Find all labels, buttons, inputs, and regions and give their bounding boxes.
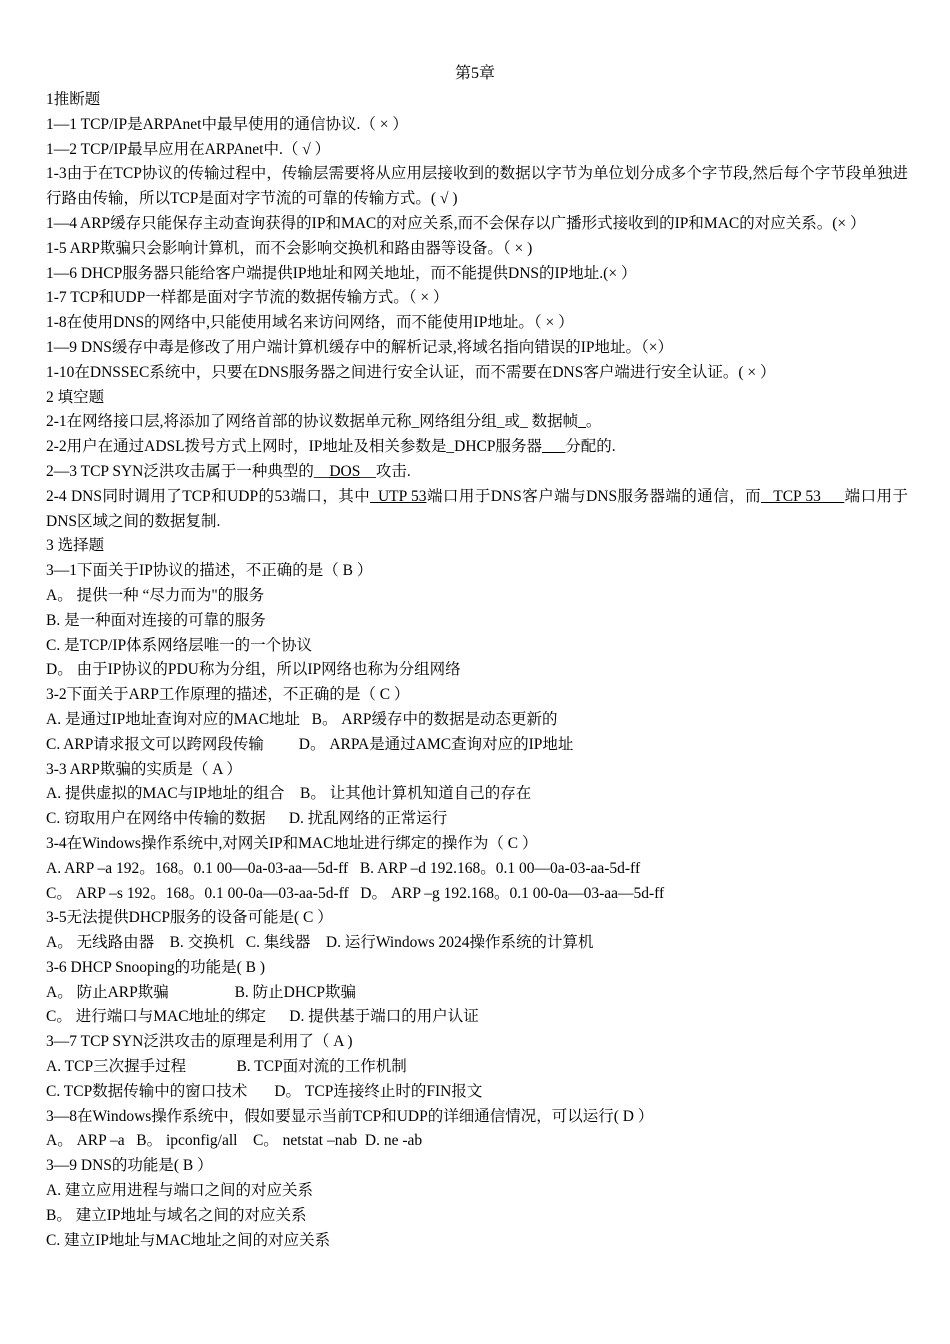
q2-3-blank-b: __	[360, 462, 376, 480]
q2-1-text: 2-1在网络接口层,将添加了网络首部的协议数据单元称_网络组分组_或_ 数据帧	[46, 413, 579, 431]
section-heading-multiple-choice: 3 选择题	[46, 537, 105, 555]
choice-line: 3-5无法提供DHCP服务的设备可能是( C ）	[46, 909, 333, 927]
choice-line: A. TCP三次握手过程 B. TCP面对流的工作机制	[46, 1058, 407, 1076]
choice-line: 3—1下面关于IP协议的描述，不正确的是（ B ）	[46, 562, 373, 580]
question-1-1: 1—1 TCP/IP是ARPAnet中最早使用的通信协议.（ × ）	[46, 115, 408, 133]
choice-line: B。 建立IP地址与域名之间的对应关系	[46, 1206, 307, 1224]
q2-2-text: 2-2用户在通过ADSL拨号方式上网时，IP地址及相关参数是_DHCP服务器	[46, 438, 543, 456]
question-2-2	[46, 435, 908, 460]
question-2-4	[46, 485, 908, 535]
choice-line: 3-6 DHCP Snooping的功能是( B )	[46, 958, 266, 976]
choice-line: A. 是通过IP地址查询对应的MAC地址 B。 ARP缓存中的数据是动态更新的	[46, 710, 558, 728]
choice-line: 3—9 DNS的功能是( B ）	[46, 1157, 213, 1175]
question-2-3	[46, 460, 908, 485]
choice-line: C。 ARP –s 192。168。0.1 00-0a—03-aa-5d-ff D。 ARP –g 192.168。0.1 00-0a—03-aa—5d-ff	[46, 884, 665, 902]
q2-1-end: 。	[585, 413, 602, 431]
document-body	[46, 88, 908, 1253]
choice-line: A。 提供一种 “尽力而为"的服务	[46, 586, 265, 604]
section-heading-fill-blank: 2 填空题	[46, 388, 105, 406]
question-1-7: 1-7 TCP和UDP一样都是面对字节流的数据传输方式。（ × ）	[46, 289, 449, 307]
q2-3-end: 攻击.	[375, 462, 411, 480]
question-1-4: 1—4 ARP缓存只能保存主动查询获得的IP和MAC的对应关系,而不会保存以广播形式接收到的IP和MAC的对应关系。(× ）	[46, 214, 866, 232]
q2-3-blank-a: __	[313, 462, 330, 480]
choice-line: 3-4在Windows操作系统中,对网关IP和MAC地址进行绑定的操作为（ C ）	[46, 834, 538, 852]
choice-line: C. TCP数据传输中的窗口技术 D。 TCP连接终止时的FIN报文	[46, 1082, 483, 1100]
choice-line: D。 由于IP协议的PDU称为分组，所以IP网络也称为分组网络	[46, 661, 461, 679]
question-1-2: 1—2 TCP/IP最早应用在ARPAnet中.（ √ ）	[46, 140, 331, 158]
choice-line: A. 提供虚拟的MAC与IP地址的组合 B。 让其他计算机知道自己的存在	[46, 785, 532, 803]
q2-2-blank: ___	[542, 438, 566, 456]
choice-line: A. ARP –a 192。168。0.1 00—0a-03-aa—5d-ff B. ARP –d 192.168。0.1 00—0a-03-aa-5d-ff	[46, 859, 641, 877]
q2-4-end: 端口用于DNS区域之间的数据复制.	[46, 487, 908, 530]
choice-line: B. 是一种面对连接的可靠的服务	[46, 611, 266, 629]
q2-3-text: 2—3 TCP SYN泛洪攻击属于一种典型的	[46, 462, 314, 480]
choice-line: 3—7 TCP SYN泛洪攻击的原理是利用了（ A )	[46, 1033, 353, 1051]
choice-line: A。 无线路由器 B. 交换机 C. 集线器 D. 运行Windows 2024操作系统的计算机	[46, 934, 594, 952]
q2-3-answer: DOS	[329, 462, 361, 480]
chapter-title: 第5章	[454, 65, 495, 82]
q2-1-blank: _	[578, 413, 586, 431]
choice-line: C. 是TCP/IP体系网络层唯一的一个协议	[46, 636, 313, 654]
choice-line: 3—8在Windows操作系统中，假如要显示当前TCP和UDP的详细通信情况，可以运行( D ）	[46, 1107, 654, 1125]
q2-4-text: 2-4 DNS同时调用了TCP和UDP的53端口，其中	[46, 487, 371, 505]
q2-2-end: 分配的.	[565, 438, 616, 456]
q2-4-answer-1: _UTP 53	[370, 487, 427, 505]
choice-line: C. 窃取用户在网络中传输的数据 D. 扰乱网络的正常运行	[46, 810, 448, 828]
q2-4-middle: 端口用于DNS客户端与DNS服务器端的通信，而	[426, 487, 762, 505]
choice-line: C. 建立IP地址与MAC地址之间的对应关系	[46, 1231, 331, 1249]
question-1-5: 1-5 ARP欺骗只会影响计算机，而不会影响交换机和路由器等设备。（ × )	[46, 239, 533, 257]
q2-4-answer-2: _ TCP 53___	[761, 487, 845, 505]
question-1-6: 1—6 DHCP服务器只能给客户端提供IP地址和网关地址，而不能提供DNS的IP地址.(× ）	[46, 264, 637, 282]
choice-line: C. ARP请求报文可以跨网段传输 D。 ARPA是通过AMC查询对应的IP地址	[46, 735, 574, 753]
choice-line: A。 防止ARP欺骗 B. 防止DHCP欺骗	[46, 983, 357, 1001]
choice-line: 3-2下面关于ARP工作原理的描述，不正确的是（ C ）	[46, 686, 410, 704]
choice-line: C。 进行端口与MAC地址的绑定 D. 提供基于端口的用户认证	[46, 1008, 479, 1026]
choice-line: A。 ARP –a B。 ipconfig/all C。 netstat –nab D. ne -ab	[46, 1132, 423, 1150]
choice-line: A. 建立应用进程与端口之间的对应关系	[46, 1182, 313, 1200]
question-1-10: 1-10在DNSSEC系统中，只要在DNS服务器之间进行安全认证，而不需要在DNS客户端进行安全认证。( × ）	[46, 363, 776, 381]
choice-line: 3-3 ARP欺骗的实质是（ A ）	[46, 760, 242, 778]
section-heading-true-false: 1推断题	[46, 91, 101, 108]
question-2-1	[46, 410, 908, 435]
question-1-8: 1-8在使用DNS的网络中,只能使用域名来访问网络，而不能使用IP地址。（ × ）	[46, 314, 574, 332]
question-1-9: 1—9 DNS缓存中毒是修改了用户端计算机缓存中的解析记录,将域名指向错误的IP地址。（×）	[46, 338, 674, 356]
question-1-3: 1-3由于在TCP协议的传输过程中，传输层需要将从应用层接收到的数据以字节为单位划分成多个字节段,然后每个字节段单独进行路由传输，所以TCP是面对字节流的可靠的传输方式。( √ )	[46, 165, 908, 208]
